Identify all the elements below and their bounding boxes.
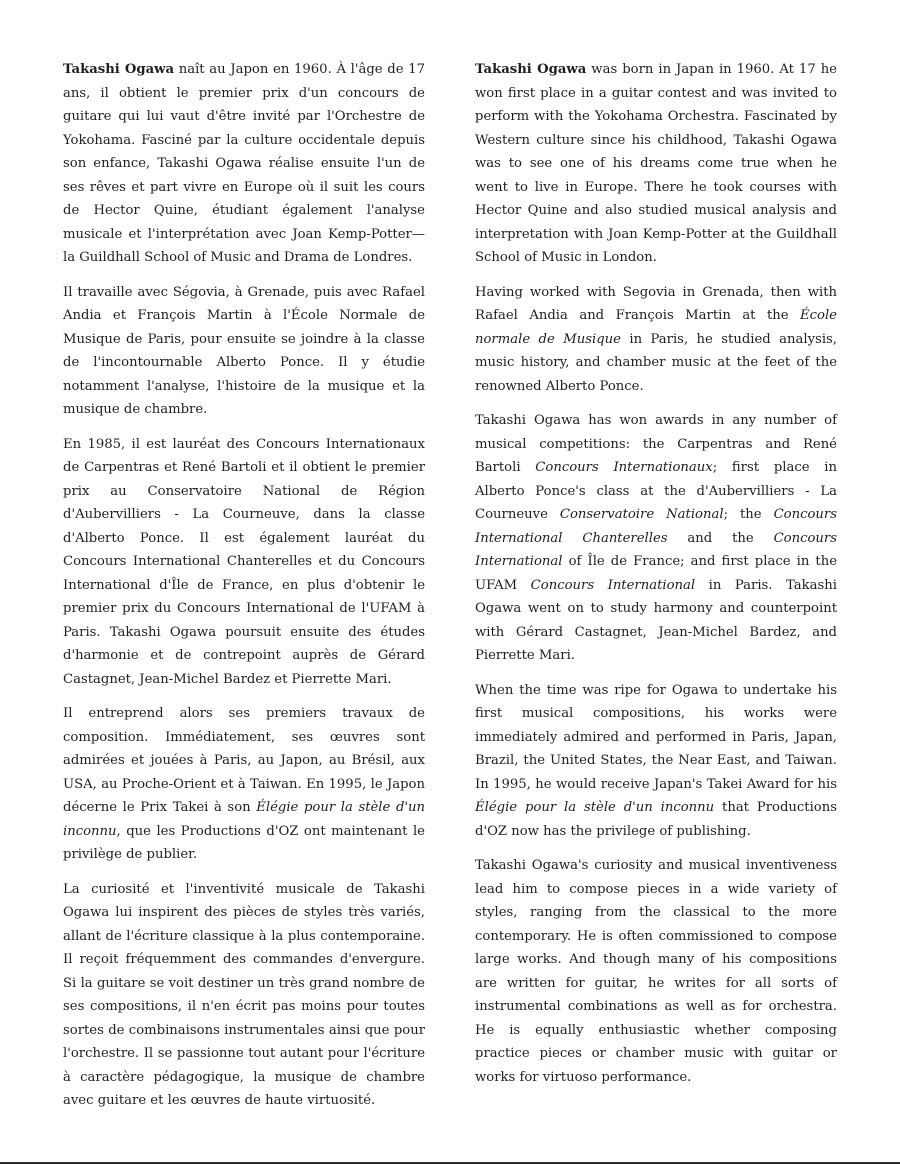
french-column [63,58,425,1124]
en-competition-1: Concours Internationaux [535,460,713,475]
en-p2-text-b: in Paris, he studied analysis, music history, and chamber music at the feet of the renowned Alberto Ponce. [475,331,838,394]
en-school-name: École normale de Musique [475,308,837,347]
fr-paragraph-1 [63,58,425,270]
fr-p1-text: naît au Japon en 1960. À l'âge de 17 ans, il obtient le premier prix d'un concours de guitare qui lui vaut d'être invité par l'Orchestre de Yokohama. Fasciné par la culture occidentale depuis son enfance, Takashi Ogawa réalise ensuite l'un de ses rêves et part vivre en Europe où il suit les cours de Hector Quine, étudiant également l'analyse musicale et l'interprétation avec Joan Kemp-Potter—la Guildhall School of Music and Drama de Londres. [63,62,425,265]
en-p3-text-a: Takashi Ogawa has won awards in any number of musical competitions: the Carpentras and René Bartoli [475,413,837,475]
en-competition-4: Concours International [475,530,837,569]
en-artist-name: Takashi Ogawa [475,62,587,77]
fr-paragraph-5: La curiosité et l'inventivité musicale de Takashi Ogawa lui inspirent des pièces de styles très variés, allant de l'écriture classique à la plus contemporaine. Il reçoit fréquemment des commandes d'envergure. Si la guitare se voit destiner un très grand nombre de ses compositions, il n'en écrit pas moins pour toutes sortes de combinaisons instrumentales ainsi que pour l'orchestre. Il se passionne tout autant pour l'écriture à caractère pédagogique, la musique de chambre avec guitare et les œuvres de haute virtuosité. [63,881,425,1108]
en-p3-text-b: ; first place in Alberto Ponce's class at the d'Aubervilliers - La Courneuve [475,460,837,522]
fr-p4-text-a: Il entreprend alors ses premiers travaux de composition. Immédiatement, ses œuvres sont admirées et jouées à Paris, au Japon, au Brésil, aux USA, au Proche-Orient et à Taiwan. En 1995, le Japon décerne le Prix Takei à son [63,706,425,815]
en-p3-text-d: and the [667,530,774,546]
fr-paragraph-2: Il travaille avec Ségovia, à Grenade, puis avec Rafael Andia et François Martin à l'École Normale de Musique de Paris, pour ensuite se joindre à la classe de l'incontournable Alberto Ponce. Il y étudie notamment l'analyse, l'histoire de la musique et la musique de chambre. [63,284,425,417]
en-p4-text-b: that Productions d'OZ now has the privilege of publishing. [475,800,837,839]
en-p4-text-a: When the time was ripe for Ogawa to undertake his first musical compositions, his works were immediately admired and performed in Paris, Japan, Brazil, the United States, the Near East, and Taiwan. In 1995, he would receive Japan's Takei Award for his [475,682,837,792]
fr-paragraph-3: En 1985, il est lauréat des Concours Internationaux de Carpentras et René Bartoli et il obtient le premier prix au Conservatoire National de Région d'Aubervilliers - La Courneuve, dans la classe d'Alberto Ponce. Il est également lauréat du Concours International Chanterelles et du Concours International d'Île de France, en plus d'obtenir le premier prix du Concours International de l'UFAM à Paris. Takashi Ogawa poursuit ensuite des études d'harmonie et de contrepoint auprès de Gérard Castagnet, Jean-Michel Bardez et Pierrette Mari. [63,436,425,687]
en-p3-text-f: in Paris. Takashi Ogawa went on to study harmony and counterpoint with Gérard Castagnet, Jean-Michel Bardez, and Pierrette Mari. [475,577,837,663]
en-p3-text-c: ; the [723,507,774,522]
en-p2-text-a: Having worked with Segovia in Grenada, then with Rafael Andia and François Martin at the [475,284,837,323]
en-work-title: Élégie pour la stèle d'un inconnu [475,800,715,815]
en-paragraph-5: Takashi Ogawa's curiosity and musical inventiveness lead him to compose pieces in a wide variety of styles, ranging from the classical to the more contemporary. He is often commissioned to compose large works. And though many of his compositions are written for guitar, he writes for all sorts of instrumental combinations as well as for orchestra. He is equally enthusiastic whether composing practice pieces or chamber music with guitar or works for virtuoso performance. [475,858,837,1085]
en-p3-text-e: of Île de France; and first place in the UFAM [475,554,837,593]
fr-p4-text-b: , que les Productions d'OZ ont maintenant le privilège de publier. [63,823,425,862]
en-paragraph-3 [475,409,837,668]
en-competition-3: Concours International Chanterelles [475,507,837,546]
fr-paragraph-4 [63,702,425,867]
en-paragraph-2 [475,281,837,399]
en-p1-text: was born in Japan in 1960. At 17 he won first place in a guitar contest and was invited to perform with the Yokohama Orchestra. Fascinated by Western culture since his childhood, Takashi Ogawa was to see one of his dreams come true when he went to live in Europe. There he took courses with Hector Quine and also studied musical analysis and interpretation with Joan Kemp-Potter at the Guildhall School of Music in London. [475,62,837,265]
en-paragraph-1 [475,58,837,270]
fr-artist-name: Takashi Ogawa [63,62,175,77]
en-paragraph-4 [475,679,837,844]
english-column [475,58,837,1100]
en-competition-2: Conservatoire National [559,507,724,522]
fr-work-title: Élégie pour la stèle d'un inconnu [63,800,425,839]
en-competition-5: Concours International [530,577,696,593]
